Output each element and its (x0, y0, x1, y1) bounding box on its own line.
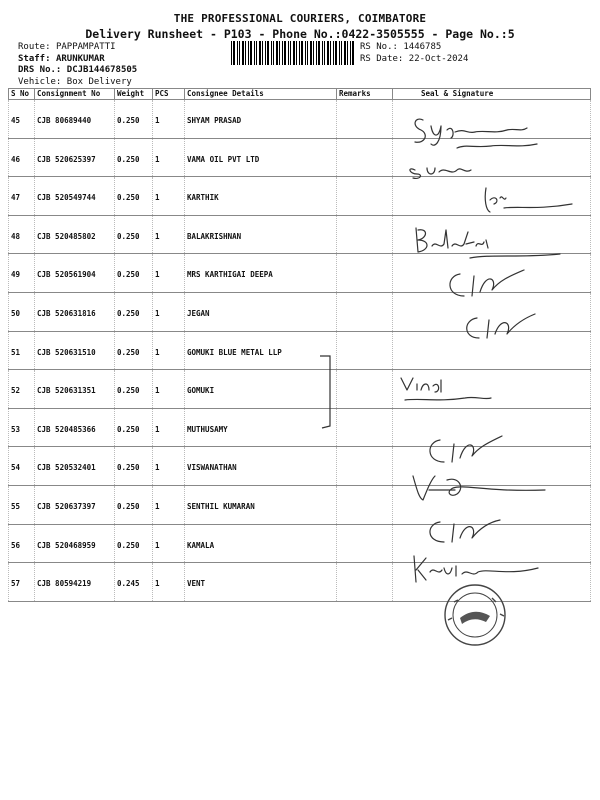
cell-remarks (337, 524, 393, 563)
barcode-bar (237, 41, 238, 65)
cell-weight: 0.250 (115, 485, 153, 524)
barcode-bar (282, 41, 283, 65)
cell-weight: 0.250 (115, 177, 153, 216)
cell-consignment: CJB 520532401 (35, 447, 115, 486)
cell-consignment: CJB 520631510 (35, 331, 115, 370)
drs-label: DRS No.: (18, 65, 62, 75)
staff-label: Staff: (18, 53, 51, 64)
cell-pcs: 1 (153, 177, 185, 216)
cell-weight: 0.250 (115, 292, 153, 331)
barcode-bar (254, 41, 255, 65)
cell-remarks (337, 408, 393, 447)
cell-consignment: CJB 520561904 (35, 254, 115, 293)
rs-no-value: 1446785 (403, 42, 442, 52)
cell-consignment: CJB 520468959 (35, 524, 115, 563)
route-value: PAPPAMPATTI (55, 42, 116, 52)
barcode-bar (231, 41, 232, 65)
rs-date-value: 22-Oct-2024 (408, 53, 469, 64)
cell-remarks (337, 563, 393, 602)
barcode-bar (233, 41, 235, 65)
drs-value: DCJB144678505 (66, 65, 138, 75)
cell-sno: 56 (9, 524, 35, 563)
barcode-bar (288, 41, 289, 65)
col-header-signature: Seal & Signature (393, 89, 591, 100)
cell-pcs: 1 (153, 408, 185, 447)
barcode-bar (347, 41, 348, 65)
cell-remarks (337, 177, 393, 216)
cell-sno: 46 (9, 138, 35, 177)
cell-consignee: VENT (185, 563, 337, 602)
cell-sno: 45 (9, 100, 35, 139)
barcode-bar (265, 41, 266, 65)
barcode-bar (242, 41, 244, 65)
cell-pcs: 1 (153, 370, 185, 409)
barcode-bar (271, 41, 272, 65)
barcode-bar (276, 41, 278, 65)
cell-consignment: CJB 520625397 (35, 138, 115, 177)
route-line (18, 42, 137, 54)
cell-consignee: BALAKRISHNAN (185, 215, 337, 254)
staff-line (18, 54, 137, 66)
cell-consignee: SENTHIL KUMARAN (185, 485, 337, 524)
cell-pcs: 1 (153, 215, 185, 254)
rs-no-label: RS No.: (360, 42, 398, 52)
cell-consignment: CJB 520637397 (35, 485, 115, 524)
signature-row-55 (420, 512, 510, 552)
barcode-bar (327, 41, 329, 65)
cell-consignee: GOMUKI (185, 370, 337, 409)
barcode-bar (335, 41, 337, 65)
cell-weight: 0.250 (115, 100, 153, 139)
signature-row-52 (395, 372, 505, 412)
barcode-bar (245, 41, 246, 65)
barcode-bar (350, 41, 351, 65)
col-header-remarks: Remarks (337, 89, 393, 100)
signature-row-49 (440, 266, 530, 306)
cell-consignment: CJB 520549744 (35, 177, 115, 216)
cell-pcs: 1 (153, 138, 185, 177)
cell-sno: 48 (9, 215, 35, 254)
cell-weight: 0.250 (115, 215, 153, 254)
staff-value: ARUNKUMAR (55, 53, 105, 64)
company-seal-stamp (440, 580, 510, 650)
barcode-bar (339, 41, 340, 65)
cell-pcs: 1 (153, 563, 185, 602)
barcode-bar (352, 41, 354, 65)
signature-row-53 (420, 432, 510, 472)
barcode-bar (324, 41, 325, 65)
barcode-bar (248, 41, 249, 65)
header-left-block (18, 42, 137, 88)
barcode-bar (307, 41, 308, 65)
cell-sno: 50 (9, 292, 35, 331)
cell-sno: 57 (9, 563, 35, 602)
barcode-bar (259, 41, 261, 65)
vehicle-line (18, 77, 137, 89)
barcode-bar (344, 41, 346, 65)
company-name: THE PROFESSIONAL COURIERS, COIMBATORE (173, 12, 427, 25)
barcode-bar (284, 41, 286, 65)
cell-consignment: CJB 520631351 (35, 370, 115, 409)
cell-consignee: MRS KARTHIGAI DEEPA (185, 254, 337, 293)
rs-date-line (360, 54, 468, 66)
cell-weight: 0.250 (115, 254, 153, 293)
col-header-consignee: Consignee Details (185, 89, 337, 100)
barcode-bar (316, 41, 317, 65)
cell-sno: 53 (9, 408, 35, 447)
barcode-bar (313, 41, 314, 65)
barcode-bar (279, 41, 280, 65)
barcode-bar (293, 41, 295, 65)
barcode-bar (239, 41, 240, 65)
barcode-bar (250, 41, 252, 65)
cell-consignment: CJB 520485366 (35, 408, 115, 447)
cell-sno: 55 (9, 485, 35, 524)
barcode-bar (301, 41, 303, 65)
cell-consignee: VISWANATHAN (185, 447, 337, 486)
cell-consignee: KAMALA (185, 524, 337, 563)
cell-remarks (337, 100, 393, 139)
col-header-consignment: Consignment No (35, 89, 115, 100)
cell-pcs: 1 (153, 292, 185, 331)
vehicle-value: Box Delivery (66, 76, 132, 87)
cell-pcs: 1 (153, 524, 185, 563)
barcode-bar (273, 41, 274, 65)
cell-weight: 0.245 (115, 563, 153, 602)
cell-consignee: MUTHUSAMY (185, 408, 337, 447)
cell-remarks (337, 292, 393, 331)
barcode-bar (262, 41, 263, 65)
cell-weight: 0.250 (115, 370, 153, 409)
barcode-bar (296, 41, 297, 65)
cell-consignment: CJB 520485802 (35, 215, 115, 254)
cell-weight: 0.250 (115, 524, 153, 563)
header-right-block (360, 42, 468, 65)
signature-row-50 (455, 308, 545, 348)
col-header-weight: Weight (115, 89, 153, 100)
cell-pcs: 1 (153, 447, 185, 486)
cell-remarks (337, 254, 393, 293)
barcode-image (230, 41, 355, 65)
cell-sno: 49 (9, 254, 35, 293)
col-header-sno: S No (9, 89, 35, 100)
barcode-bar (322, 41, 323, 65)
bracket-mark (318, 352, 338, 432)
signature-row-48 (410, 222, 570, 267)
signature-row-54 (405, 470, 555, 510)
col-header-pcs: PCS (153, 89, 185, 100)
barcode-bar (267, 41, 269, 65)
cell-remarks (337, 370, 393, 409)
table-header-row (9, 89, 591, 100)
rs-date-label: RS Date: (360, 53, 404, 64)
barcode-bar (333, 41, 334, 65)
barcode-bar (256, 41, 257, 65)
cell-consignee: GOMUKI BLUE METAL LLP (185, 331, 337, 370)
cell-remarks (337, 138, 393, 177)
cell-consignment: CJB 80689440 (35, 100, 115, 139)
signature-row-47 (478, 182, 578, 222)
cell-sno: 51 (9, 331, 35, 370)
cell-remarks (337, 215, 393, 254)
cell-pcs: 1 (153, 331, 185, 370)
rs-no-line (360, 42, 468, 54)
barcode-bar (305, 41, 306, 65)
cell-weight: 0.250 (115, 331, 153, 370)
cell-weight: 0.250 (115, 447, 153, 486)
vehicle-label: Vehicle: (18, 76, 62, 87)
cell-remarks (337, 447, 393, 486)
route-label: Route: (18, 42, 51, 52)
barcode-bar (310, 41, 312, 65)
cell-remarks (337, 331, 393, 370)
cell-sno: 54 (9, 447, 35, 486)
barcode-bar (299, 41, 300, 65)
barcode-bar (330, 41, 331, 65)
cell-sno: 52 (9, 370, 35, 409)
cell-pcs: 1 (153, 485, 185, 524)
barcode-bar (318, 41, 320, 65)
cell-consignment: CJB 520631816 (35, 292, 115, 331)
cell-pcs: 1 (153, 254, 185, 293)
cell-weight: 0.250 (115, 138, 153, 177)
cell-consignee: JEGAN (185, 292, 337, 331)
cell-consignee: SHYAM PRASAD (185, 100, 337, 139)
cell-pcs: 1 (153, 100, 185, 139)
barcode-bar (341, 41, 342, 65)
cell-consignment: CJB 80594219 (35, 563, 115, 602)
drs-line (18, 65, 137, 77)
runsheet-title: Delivery Runsheet - P103 - Phone No.:0422-3505555 - Page No.:5 (85, 27, 515, 41)
cell-consignee: VAMA OIL PVT LTD (185, 138, 337, 177)
barcode-bar (290, 41, 291, 65)
cell-sno: 47 (9, 177, 35, 216)
cell-consignee: KARTHIK (185, 177, 337, 216)
cell-remarks (337, 485, 393, 524)
signature-row-45-46 (395, 108, 565, 183)
cell-weight: 0.250 (115, 408, 153, 447)
